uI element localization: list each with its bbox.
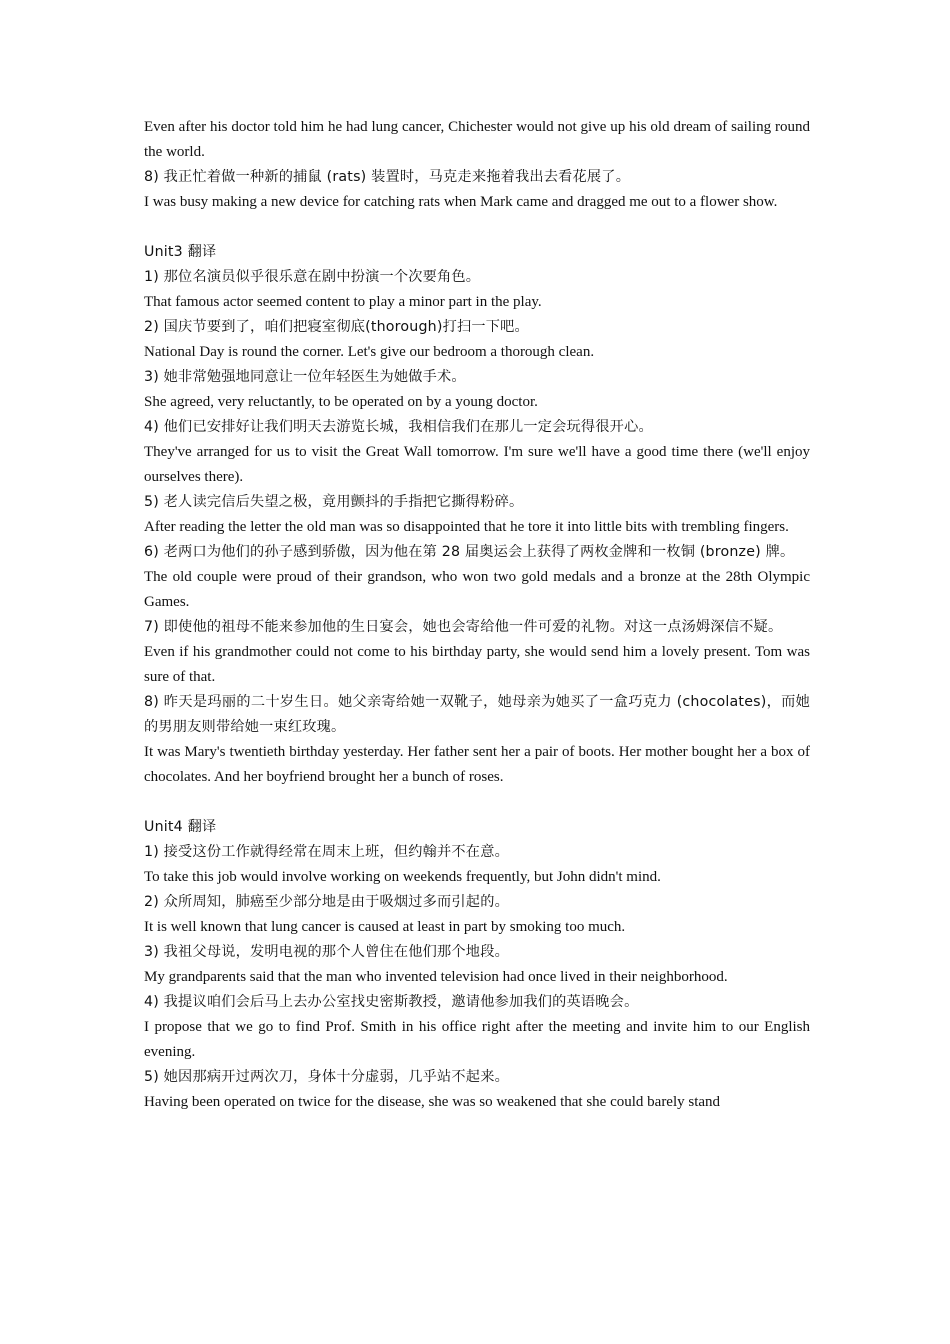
document-page [144, 115, 810, 1115]
paragraph-en: That famous actor seemed content to play a minor part in the play. [144, 294, 542, 310]
paragraph-cn: 3) 她非常勉强地同意让一位年轻医生为她做手术。 [144, 369, 466, 385]
paragraph-cn: 7) 即使他的祖母不能来参加他的生日宴会，她也会寄给他一件可爱的礼物。对这一点汤姆深信不疑。 [144, 619, 783, 635]
paragraph-cn: 8) 我正忙着做一种新的捕鼠 (rats) 装置时，马克走来拖着我出去看花展了。 [144, 169, 631, 185]
paragraph-cn: 2) 众所周知，肺癌至少部分地是由于吸烟过多而引起的。 [144, 894, 509, 910]
paragraph-en: I propose that we go to find Prof. Smith in his office right after the meeting and invite him to our English evening. [144, 1019, 810, 1060]
section-title-unit4: Unit4 翻译 [144, 819, 217, 835]
section-title-unit3: Unit3 翻译 [144, 244, 217, 260]
paragraph-en: National Day is round the corner. Let's give our bedroom a thorough clean. [144, 344, 595, 360]
section-gap [144, 215, 810, 240]
paragraph-cn: 6) 老两口为他们的孙子感到骄傲，因为他在第 28 届奥运会上获得了两枚金牌和一枚铜 (bronze) 牌。 [144, 544, 795, 560]
paragraph-cn: 4) 我提议咱们会后马上去办公室找史密斯教授，邀请他参加我们的英语晚会。 [144, 994, 639, 1010]
paragraph-cn: 1) 接受这份工作就得经常在周末上班，但约翰并不在意。 [144, 844, 509, 860]
paragraph-en: To take this job would involve working on weekends frequently, but John didn't mind. [144, 869, 661, 885]
paragraph-en: The old couple were proud of their grandson, who won two gold medals and a bronze at the 28th Olympic Games. [144, 569, 810, 610]
section-gap [144, 790, 810, 815]
paragraph-en: I was busy making a new device for catching rats when Mark came and dragged me out to a flower show. [144, 194, 778, 210]
paragraph-en: Even after his doctor told him he had lung cancer, Chichester would not give up his old dream of sailing round the world. [144, 119, 810, 160]
paragraph-en: My grandparents said that the man who invented television had once lived in their neighborhood. [144, 969, 728, 985]
paragraph-en: She agreed, very reluctantly, to be operated on by a young doctor. [144, 394, 538, 410]
paragraph-cn: 2) 国庆节要到了，咱们把寝室彻底(thorough)打扫一下吧。 [144, 319, 529, 335]
paragraph-cn: 5) 她因那病开过两次刀，身体十分虚弱，几乎站不起来。 [144, 1069, 509, 1085]
paragraph-en: Even if his grandmother could not come to his birthday party, she would send him a lovely present. Tom was sure of that. [144, 644, 810, 685]
paragraph-en: It was Mary's twentieth birthday yesterday. Her father sent her a pair of boots. Her mother bought her a box of chocolates. And her boyfriend brought her a bunch of roses. [144, 744, 810, 785]
paragraph-cn: 4) 他们已安排好让我们明天去游览长城，我相信我们在那儿一定会玩得很开心。 [144, 419, 653, 435]
paragraph-cn: 3) 我祖父母说，发明电视的那个人曾住在他们那个地段。 [144, 944, 509, 960]
paragraph-en: Having been operated on twice for the disease, she was so weakened that she could barely stand [144, 1094, 721, 1110]
paragraph-cn: 8) 昨天是玛丽的二十岁生日。她父亲寄给她一双靴子，她母亲为她买了一盒巧克力 (chocolates)，而她的男朋友则带给她一束红玫瑰。 [144, 694, 810, 735]
paragraph-cn: 5) 老人读完信后失望之极，竟用颤抖的手指把它撕得粉碎。 [144, 494, 524, 510]
paragraph-cn: 1) 那位名演员似乎很乐意在剧中扮演一个次要角色。 [144, 269, 481, 285]
paragraph-en: They've arranged for us to visit the Great Wall tomorrow. I'm sure we'll have a good time there (we'll enjoy ourselves there). [144, 444, 810, 485]
paragraph-en: It is well known that lung cancer is caused at least in part by smoking too much. [144, 919, 626, 935]
paragraph-en: After reading the letter the old man was so disappointed that he tore it into little bits with trembling fingers. [144, 519, 789, 535]
